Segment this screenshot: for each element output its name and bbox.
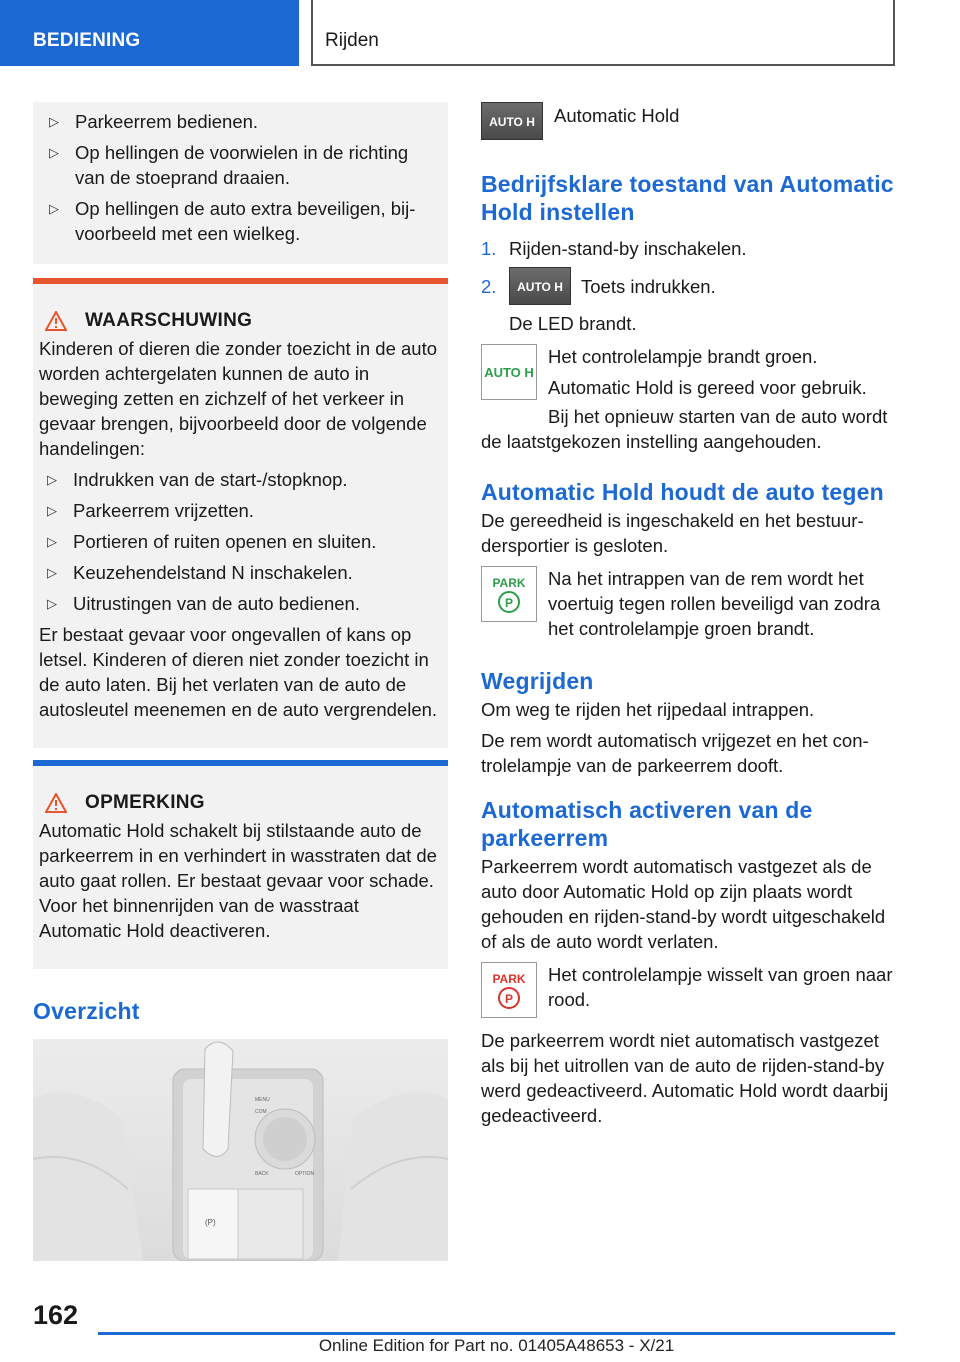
auto-hold-button-icon: AUTO H — [481, 102, 543, 140]
center-console-photo — [33, 1039, 448, 1261]
note-box — [33, 760, 448, 969]
step-item: 2. AUTO H Toets indrukken. — [481, 267, 901, 305]
triangle-bullet-icon: ▷ — [47, 596, 57, 611]
svg-text:PARK: PARK — [492, 972, 526, 986]
section-heading-drive-off: Wegrijden — [481, 668, 594, 694]
triangle-bullet-icon: ▷ — [47, 565, 57, 580]
triangle-bullet-icon: ▷ — [47, 503, 57, 518]
list-item: ▷ Portieren of ruiten openen en sluiten. — [39, 529, 440, 554]
footer-divider — [98, 1332, 895, 1335]
list-item: ▷ Parkeerrem vrijzetten. — [39, 498, 440, 523]
chapter-title: Rijden — [311, 0, 895, 66]
edition-text: Online Edition for Part no. 01405A48653 - X/21 — [318, 1336, 675, 1355]
triangle-bullet-icon: ▷ — [49, 145, 59, 160]
auto-hold-button-label: Automatic Hold — [554, 105, 680, 126]
note-title: OPMERKING — [45, 790, 440, 815]
list-item: ▷ Keuzehendelstand N inschakelen. — [39, 560, 440, 585]
triangle-bullet-icon: ▷ — [49, 201, 59, 216]
section-heading-auto-activate: Automatisch activeren van de parkeerrem — [481, 797, 813, 851]
com-button-label: COM — [255, 1109, 267, 1115]
warning-outro: Er bestaat gevaar voor ongevallen of kans op letsel. Kinderen of dieren niet zonder toezicht in de auto laten. Bij het verlaten van de auto de autosleutel meenemen en de auto vergrendelen. — [39, 624, 438, 720]
note-text: Automatic Hold schakelt bij stilstaande auto de parkeerrem in en verhindert in wasstraten dat de auto gaat rollen. Er bestaat gevaar voor schade. Voor het binnenrijden van de wasstraat Automatic Hold deactiveren. — [39, 820, 437, 941]
back-button-label: BACK — [255, 1171, 269, 1177]
option-button-label: OPTION — [295, 1171, 315, 1177]
park-green-indicator-icon — [481, 566, 537, 622]
overview-heading: Overzicht — [33, 998, 140, 1024]
svg-text:P: P — [504, 992, 514, 1006]
auto-hold-button-icon: AUTO H — [509, 267, 571, 305]
left-column — [33, 102, 448, 1261]
svg-text:(P): (P) — [205, 1218, 216, 1227]
auto-hold-lamp-block: AUTO H Het controlelampje brandt groen. Automatic Hold is gereed voor gebruik. — [481, 344, 901, 400]
warning-intro: Kinderen of dieren die zonder toezicht in de auto worden achtergelaten kunnen de auto in beweging zetten en zichzelf of het verkeer in gevaar brengen, bijvoorbeeld door de volgende handelingen: — [39, 338, 438, 459]
warning-box — [33, 278, 448, 748]
triangle-bullet-icon: ▷ — [49, 114, 59, 129]
right-column: AUTO H Automatic Hold Bedrijfsklare toestand van Automatic Hold instellen 1. Rijden-stand-by inschakelen. 2. AUTO H Toets indrukken. De LED brandt. AUTO H Het controlelampje brandt groen. Automatic Hold is gereed voor gebruik. Bij het opnieuw starten van de auto wordt de laatstgekozen instelling aangehouden. Automatic Hold houdt de auto tegen De gereedheid is ingeschakeld en het bestuurdersportier is gesloten. PARK P Na het intrappen van de rem wordt het voertuig tegen rollen beveiligd van zodra het controlelampje groen brandt. Wegrijden Om weg te rijden het rijpedaal intrappen. De rem wordt automatisch vrijgezet en het controlelampje van de parkeerrem dooft. Automatisch activeren van de parkeerrem Parkeerrem wordt automatisch vastgezet als de auto door Automatic Hold op zijn plaats wordt gehouden en rijden-stand-by wordt uitgeschakeld of als de auto wordt verlaten. PARK P Het controlelampje wisselt van groen naar rood. De parkeerrem wordt niet automatisch vastgezet als bij het uitrollen van de auto de rijden-stand-by werd gedeactiveerd. Automatic Hold wordt daarbij gedeactiveerd. — [481, 102, 901, 1134]
center-console-illustration — [33, 1039, 448, 1261]
list-item: ▷ Op hellingen de auto extra beveiligen, bijvoorbeeld met een wielkeg. — [41, 196, 440, 246]
section-heading-hold: Automatic Hold houdt de auto tegen — [481, 479, 884, 505]
section-tab: BEDIENING — [0, 0, 299, 66]
warning-title: WAARSCHUWING — [45, 308, 440, 333]
hold-text: De gereedheid is ingeschakeld en het bestuurdersportier is gesloten. — [481, 510, 864, 556]
led-text: De LED brandt. — [509, 313, 637, 334]
triangle-bullet-icon: ▷ — [47, 534, 57, 549]
list-item: ▷ Op hellingen de voorwielen in de richting van de stoeprand draaien. — [41, 140, 440, 190]
section-heading-ready-state: Bedrijfsklare toestand van Automatic Hold instellen — [481, 171, 894, 225]
triangle-bullet-icon: ▷ — [47, 472, 57, 487]
warning-triangle-icon — [45, 311, 67, 331]
lamp-tail-text: Bij het opnieuw starten van de auto wordt de laatstgekozen instelling aangehouden. — [481, 406, 888, 452]
list-item: ▷ Uitrustingen van de auto bedienen. — [39, 591, 440, 616]
svg-text:P: P — [504, 596, 514, 610]
auto-hold-indicator-icon: AUTO H — [481, 344, 537, 400]
page-number: 162 — [33, 1300, 79, 1330]
menu-button-label: MENU — [255, 1097, 270, 1103]
svg-text:PARK: PARK — [492, 576, 526, 590]
park-lamp-block: PARK P Na het intrappen van de rem wordt het voertuig tegen rollen beveiligd van zodra het controlelampje groen brandt. — [481, 566, 901, 641]
step-item: 1. Rijden-stand-by inschakelen. — [481, 238, 747, 259]
park-red-lamp-block: PARK P Het controlelampje wisselt van groen naar rood. — [481, 962, 901, 1018]
bullet-box — [33, 102, 448, 264]
list-item: ▷ Parkeerrem bedienen. — [41, 109, 440, 134]
park-red-indicator-icon — [481, 962, 537, 1018]
list-item: ▷ Indrukken van de start-/stopknop. — [39, 467, 440, 492]
auto-hold-button-legend — [481, 102, 901, 140]
warning-triangle-icon — [45, 793, 67, 813]
